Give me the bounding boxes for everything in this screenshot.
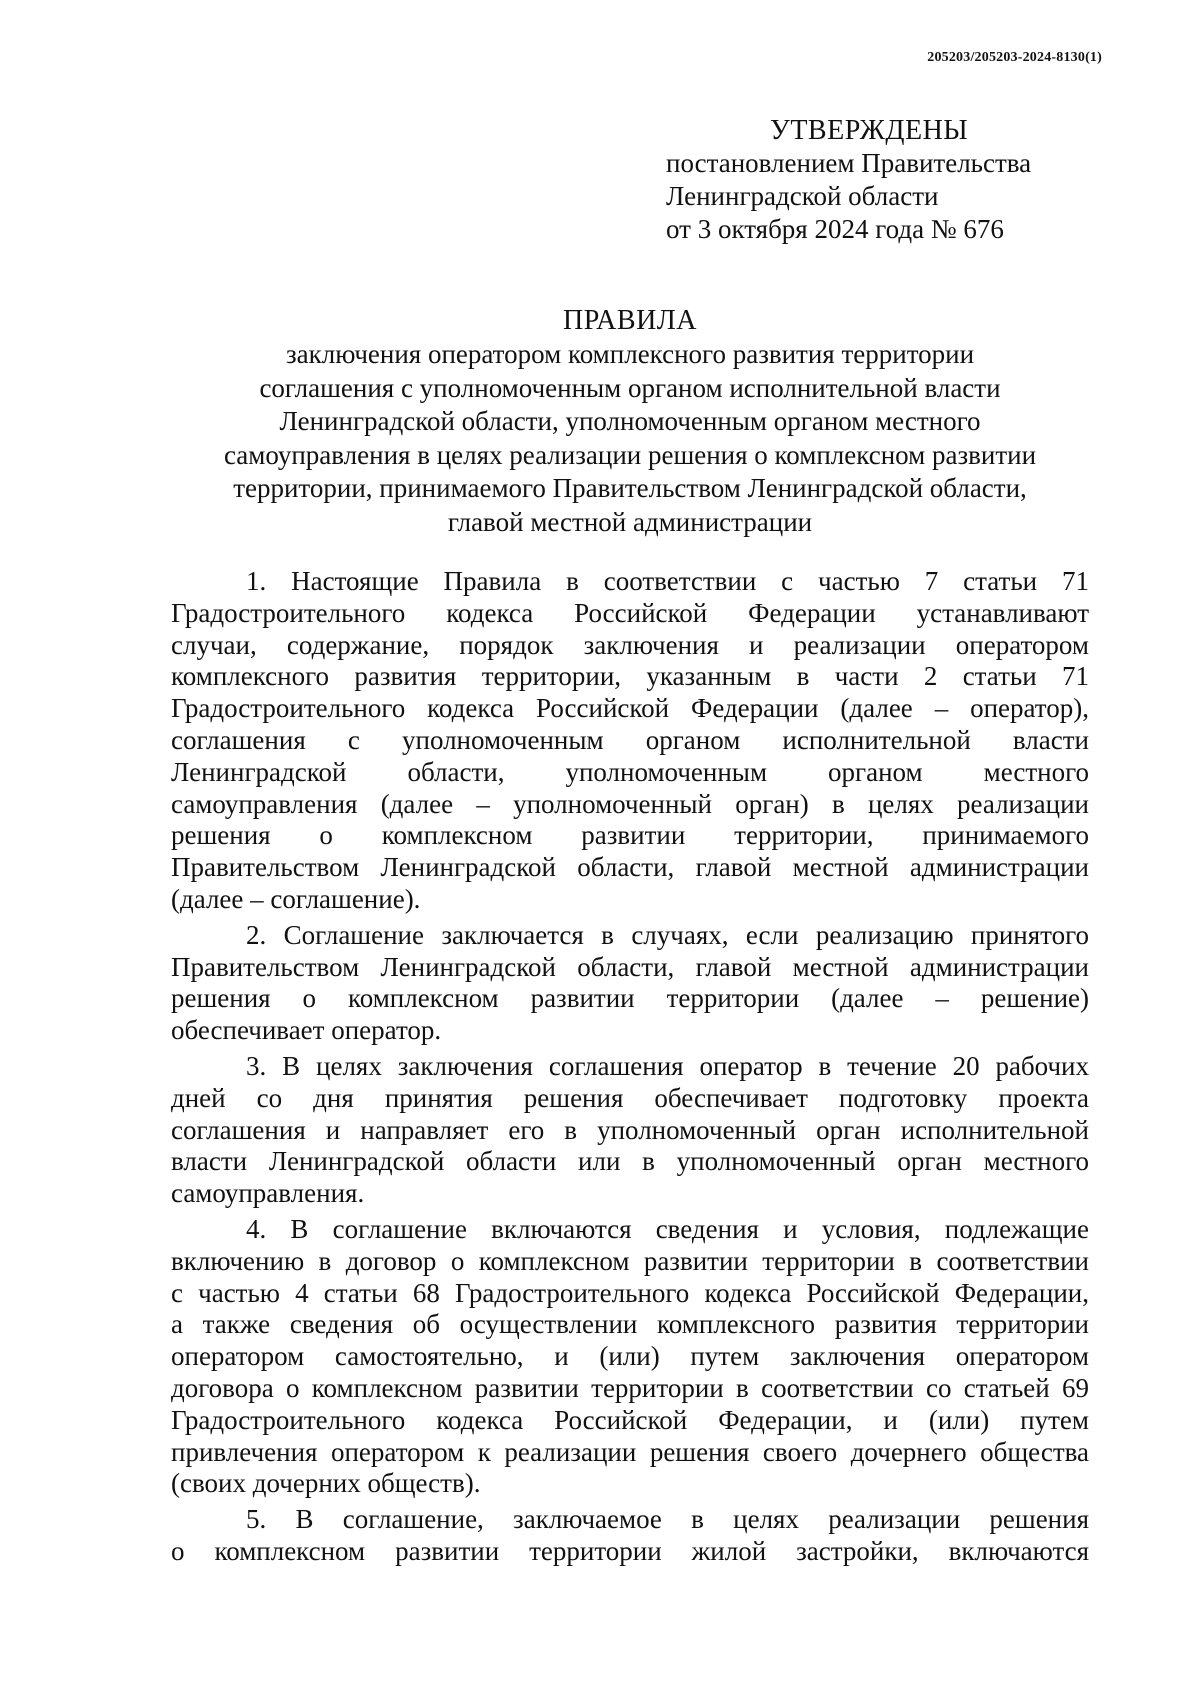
paragraph-line: Правительством Ленинградской области, главой местной администрации (171, 852, 1089, 883)
approval-stamp-block (666, 114, 1106, 246)
paragraph-3 (171, 1051, 1089, 1210)
paragraph-line: оператором самостоятельно, и (или) путем заключения оператором (171, 1341, 1089, 1372)
paragraph-line: договора о комплексном развитии территории в соответствии со статьей 69 (171, 1372, 1089, 1403)
paragraph-line: Градостроительного кодекса Российской Федерации, и (или) путем (171, 1404, 1089, 1435)
rules-subtitle-line: территории, принимаемого Правительством Ленинградской области, (233, 473, 1027, 503)
paragraph-line: 1. Настоящие Правила в соответствии с частью 7 статьи 71 (246, 566, 1089, 596)
paragraph-line: с частью 4 статьи 68 Градостроительного кодекса Российской Федерации, (171, 1277, 1089, 1308)
paragraph-line: обеспечивает оператор. (171, 1015, 442, 1046)
paragraph-line: самоуправления (далее – уполномоченный орган) в целях реализации (171, 788, 1089, 819)
paragraph-line: решения о комплексном развитии территории, принимаемого (171, 820, 1089, 851)
approval-line-3: от 3 октября 2024 года № 676 (666, 214, 1004, 244)
paragraph-5 (171, 1504, 1089, 1568)
paragraph-line: комплексного развития территории, указанным в части 2 статьи 71 (171, 661, 1089, 692)
paragraph-line: самоуправления. (171, 1178, 365, 1209)
rules-subtitle-line: главой местной администрации (447, 506, 813, 537)
paragraph-line: Градостроительного кодекса Российской Федерации устанавливают (171, 597, 1089, 628)
paragraph-2 (171, 920, 1089, 1047)
approval-line-1: постановлением Правительства (666, 148, 1032, 178)
rules-subtitle-line: соглашения с уполномоченным органом исполнительной власти (259, 372, 1001, 403)
rules-subtitle-line: Ленинградской области, уполномоченным органом местного (279, 406, 981, 436)
paragraph-line: включению в договор о комплексном развитии территории в соответствии (171, 1245, 1089, 1276)
paragraph-1 (171, 566, 1089, 916)
paragraph-line: Градостроительного кодекса Российской Федерации (далее – оператор), (171, 693, 1089, 724)
rules-subtitle-line: заключения оператором комплексного развития территории (285, 339, 975, 369)
paragraph-line: 4. В соглашение включаются сведения и условия, подлежащие (246, 1213, 1089, 1244)
paragraph-line: а также сведения об осуществлении комплексного развития территории (171, 1309, 1089, 1340)
paragraph-line: 3. В целях заключения соглашения оператор в течение 20 рабочих (246, 1050, 1089, 1081)
paragraph-line: случаи, содержание, порядок заключения и реализации оператором (171, 629, 1089, 660)
document-registration-number: 205203/205203-2024-8130(1) (927, 50, 1102, 65)
document-body (171, 566, 1089, 1572)
paragraph-line: 5. В соглашение, заключаемое в целях реализации решения (246, 1504, 1089, 1535)
approval-line-2: Ленинградской области (666, 181, 939, 211)
rules-title: ПРАВИЛА (562, 305, 698, 336)
paragraph-line: Правительством Ленинградской области, главой местной администрации (171, 951, 1089, 982)
paragraph-line: Ленинградской области, уполномоченным органом местного (171, 756, 1089, 787)
paragraph-line: 2. Соглашение заключается в случаях, если реализацию принятого (246, 919, 1089, 950)
paragraph-line: соглашения и направляет его в уполномоченный орган исполнительной (171, 1114, 1089, 1145)
rules-subtitle (172, 338, 1088, 539)
paragraph-line: решения о комплексном развитии территории (далее – решение) (171, 983, 1089, 1014)
paragraph-line: привлечения оператором к реализации решения своего дочернего общества (171, 1436, 1089, 1467)
paragraph-line: о комплексном развитии территории жилой застройки, включаются (171, 1535, 1089, 1566)
paragraph-line: дней со дня принятия решения обеспечивает подготовку проекта (171, 1082, 1089, 1113)
rules-subtitle-line: самоуправления в целях реализации решения о комплексном развитии (223, 439, 1037, 470)
paragraph-4 (171, 1214, 1089, 1500)
approval-title: УТВЕРЖДЕНЫ (770, 115, 969, 146)
paragraph-line: соглашения с уполномоченным органом исполнительной власти (171, 724, 1089, 755)
paragraph-line: (своих дочерних обществ). (171, 1468, 481, 1499)
paragraph-line: (далее – соглашение). (171, 883, 421, 914)
paragraph-line: власти Ленинградской области или в уполномоченный орган местного (171, 1146, 1089, 1177)
